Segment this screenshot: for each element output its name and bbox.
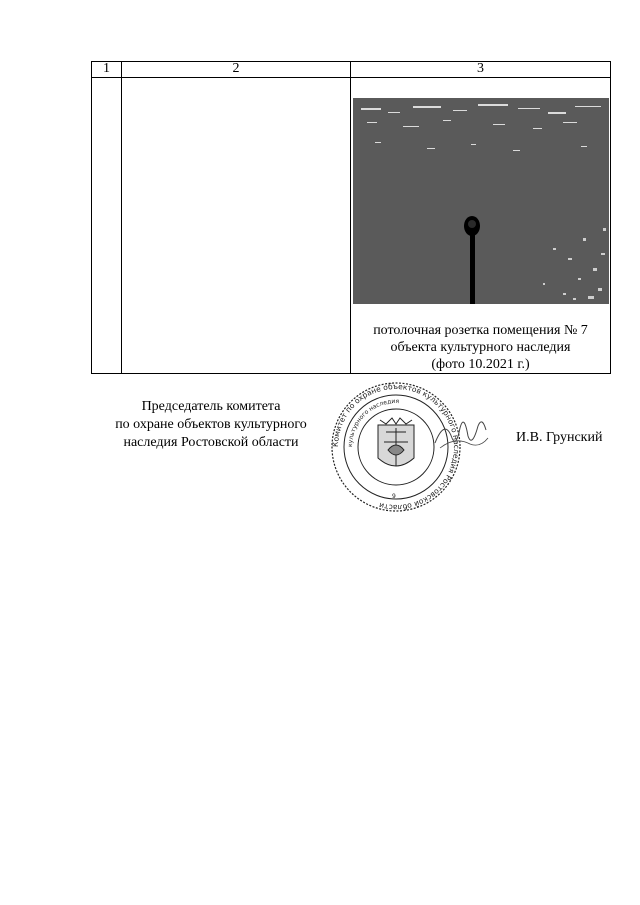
table-cell-empty-2 <box>122 78 351 374</box>
ceiling-rosette-photo <box>353 98 609 304</box>
table-row <box>92 78 611 374</box>
svg-text:9: 9 <box>392 493 396 500</box>
svg-text:культурного наследия: культурного наследия <box>346 397 400 448</box>
photo-cell <box>351 78 611 374</box>
signatory-title-line-3: наследия Ростовской области <box>123 435 299 450</box>
column-header-1: 1 <box>92 62 122 78</box>
signatory-title-line-1: Председатель комитета <box>141 399 281 414</box>
table-header-row <box>92 62 611 78</box>
signatory-title <box>100 398 322 452</box>
handwritten-signature-icon <box>430 408 490 458</box>
table-cell-empty-1 <box>92 78 122 374</box>
column-header-3: 3 <box>351 62 611 78</box>
coat-of-arms-icon <box>378 418 414 466</box>
document-table <box>91 61 611 374</box>
photo-caption <box>351 322 610 373</box>
caption-line-1: потолочная розетка помещения № 7 <box>373 323 588 338</box>
signatory-title-line-2: по охране объектов культурного <box>115 417 307 432</box>
column-header-2: 2 <box>122 62 351 78</box>
svg-text:Комитет по охране объектов кул: Комитет по охране объектов культурного наследия Ростовской области <box>330 381 462 513</box>
signatory-name: И.В. Грунский <box>516 430 603 445</box>
caption-line-3: (фото 10.2021 г.) <box>431 357 530 372</box>
caption-line-2: объекта культурного наследия <box>390 340 571 355</box>
